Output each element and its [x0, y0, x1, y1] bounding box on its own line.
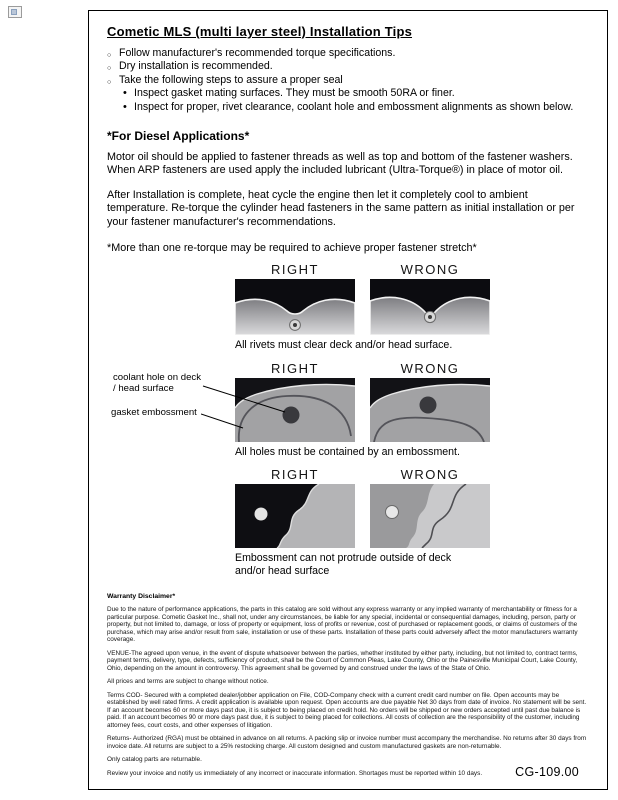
diagram-row-rivet-clearance: [235, 262, 491, 352]
embossment-protrusion-wrong-diagram: [370, 484, 490, 548]
warranty-section: [107, 593, 591, 777]
coolant-hole-callout: coolant hole on deck / head surface: [113, 371, 202, 394]
warranty-paragraph: All prices and terms are subject to change without notice.: [107, 678, 269, 686]
warranty-paragraph: VENUE-The agreed upon venue, in the event of dispute whatsoever between the parties, whether instituted by either party, including, but not limited to, contract terms, payment terms, delivery, type, defects, sufficiency of product, shall be the Court of Common Pleas, Lake County, Ohio or the Painesville Municipal Court, Lake County, Ohio, depending on the amount in controversy. This agreement shall be governed by and construed under the laws of the State of Ohio.: [107, 649, 578, 672]
diagram-row-embossment-protrusion: [235, 467, 491, 577]
page-code: CG-109.00: [515, 765, 579, 779]
diesel-paragraph-1: Motor oil should be applied to fastener threads as well as top and bottom of the fastener washers. When ARP fasteners are used apply the included lubricant (Ultra-Torque®) in place of motor oil.: [107, 151, 573, 177]
diesel-paragraph-2: After Installation is complete, heat cycle the engine then let it completely cool to ambient temperature. Re-torque the cylinder head fasteners in the same pattern as initial installation or per your fastener manufacturer's recommendations.: [107, 188, 575, 228]
tip-item: ○ Take the following steps to assure a proper seal: [107, 74, 591, 87]
diagram-caption: All holes must be contained by an embossment.: [235, 445, 460, 458]
retorque-note: *More than one re-torque may be required to achieve proper fastener stretch*: [107, 242, 477, 255]
diesel-heading: *For Diesel Applications*: [107, 129, 250, 144]
tip-item: ○ Follow manufacturer's recommended torque specifications.: [107, 47, 591, 60]
hole-embossment-right-diagram: [235, 378, 355, 442]
warranty-paragraph: Review your invoice and notify us immediately of any incorrect or inaccurate information. Shortages must be reported within 10 days.: [107, 769, 483, 777]
wrong-label: WRONG: [400, 262, 460, 278]
wrong-label: WRONG: [400, 467, 460, 483]
diagram-row-hole-embossment: [111, 360, 491, 459]
right-label: RIGHT: [271, 262, 319, 278]
warranty-paragraph: Returns- Authorized (RGA) must be obtained in advance on all returns. A packing slip or invoice number must accompany the merchandise. No returns after 30 days from invoice date. All returns are subject to a 25% restocking charge. All custom designed and custom manufactured gaskets are non-returnable.: [107, 735, 587, 750]
diagram-caption: All rivets must clear deck and/or head surface.: [235, 339, 453, 352]
sub-tip-item: • Inspect gasket mating surfaces. They must be smooth 50RA or finer.: [122, 87, 591, 100]
right-label: RIGHT: [271, 467, 319, 483]
warranty-paragraph: Only catalog parts are returnable.: [107, 756, 202, 764]
warranty-paragraph: Due to the nature of performance applications, the parts in this catalog are sold without any express warranty or any implied warranty of merchantability or fitness for a particular purpose. Cometic Gasket Inc., shall not, under any circumstances, be liable for any special, incidental or consequential damages, including, person, party or property, but not limited to, damage, or loss of property or equipment, loss of profits or revenue, cost of purchased or replacement goods, or claims of customers of the purchase, which may arise and/or result from sale, installation or use of these parts. Installation of these parts could adversely affect the motor manufacturers warranty coverage.: [107, 606, 578, 644]
broken-image-icon: [8, 6, 22, 18]
rivet-clearance-right-diagram: [235, 279, 355, 335]
diagram-caption: Embossment can not protrude outside of deck and/or head surface: [235, 552, 452, 577]
warranty-heading: Warranty Disclaimer*: [107, 593, 176, 601]
hole-embossment-wrong-diagram: [370, 378, 490, 442]
diagram-section: [107, 262, 591, 577]
right-label: RIGHT: [271, 360, 319, 376]
gasket-embossment-callout: gasket embossment: [111, 406, 197, 418]
sub-tip-item: • Inspect for proper, rivet clearance, coolant hole and embossment alignments as shown below.: [122, 101, 591, 114]
wrong-label: WRONG: [400, 360, 460, 376]
page-title: Cometic MLS (multi layer steel) Installation Tips: [107, 24, 413, 39]
content-box: [88, 10, 608, 790]
rivet-clearance-wrong-diagram: [370, 279, 490, 335]
tip-item: ○ Dry installation is recommended.: [107, 60, 591, 73]
tips-list: [107, 47, 591, 114]
warranty-paragraph: Terms COD- Secured with a completed dealer/jobber application on File, COD-Company check with a current credit card number on file. Open accounts may be established by well rated firms. A credit application is available upon request. Open accounts are due payable Net 30 days from date of invoice. No statement will be sent. If an account becomes 60 or more days past due, it is subject to being placed on credit hold. No orders will be shipped or new orders accepted until past due balance is paid. If an account becomes 90 or more days past due, it is subject to being placed for collections. All costs of collection are the responsibility of the customer, including attorney fees, court costs, and other expenses of litigation.: [107, 691, 587, 729]
embossment-protrusion-right-diagram: [235, 484, 355, 548]
